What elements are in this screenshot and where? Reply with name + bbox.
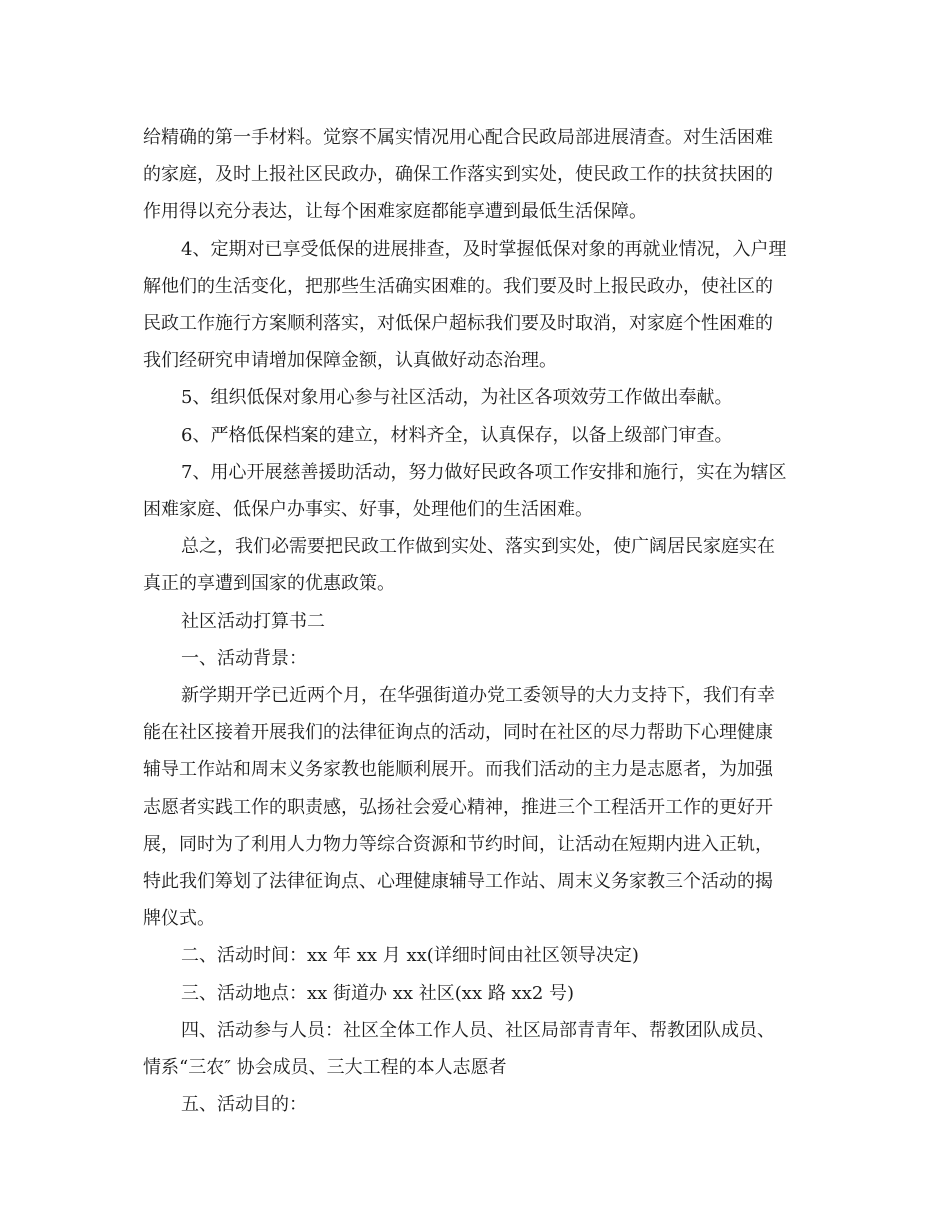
text-line: 牌仪式。: [143, 908, 215, 930]
text-line: 4、定期对已享受低保的进展排查，及时掌握低保对象的再就业情况，入户理: [181, 238, 787, 260]
text-line: 志愿者实践工作的职责感，弘扬社会爱心精神，推进三个工程活开工作的更好开: [143, 796, 773, 818]
section-title: 社区活动打算书二: [181, 610, 325, 632]
text-line: 展，同时为了利用人力物力等综合资源和节约时间，让活动在短期内进入正轨，: [143, 833, 773, 855]
text-line: 真正的享遭到国家的优惠政策。: [143, 573, 395, 595]
section-heading: 三、活动地点：xx 街道办 xx 社区(xx 路 xx2 号): [181, 982, 575, 1004]
text-line: 作用得以充分表达，让每个困难家庭都能享遭到最低生活保障。: [143, 201, 647, 223]
text-line: 7、用心开展慈善援助活动，努力做好民政各项工作安排和施行，实在为辖区: [181, 461, 787, 483]
text-line: 我们经研究申请增加保障金额，认真做好动态治理。: [143, 350, 557, 372]
text-line: 新学期开学已近两个月，在华强街道办党工委领导的大力支持下，我们有幸: [181, 685, 775, 707]
text-line: 辅导工作站和周末义务家教也能顺利展开。而我们活动的主力是志愿者，为加强: [143, 759, 773, 781]
section-heading: 四、活动参与人员：社区全体工作人员、社区局部青青年、帮教团队成员、: [181, 1019, 775, 1041]
text-line: 情系“三农″ 协会成员、三大工程的本人志愿者: [143, 1057, 507, 1079]
text-line: 民政工作施行方案顺利落实，对低保户超标我们要及时取消，对家庭个性困难的: [143, 313, 773, 335]
text-line: 解他们的生活变化，把那些生活确实困难的。我们要及时上报民政办，使社区的: [143, 275, 773, 297]
section-heading: 一、活动背景：: [181, 647, 307, 669]
text-line: 总之，我们必需要把民政工作做到实处、落实到实处，使广阔居民家庭实在: [181, 536, 775, 558]
text-line: 5、组织低保对象用心参与社区活动，为社区各项效劳工作做出奉献。: [181, 387, 733, 409]
section-heading: 五、活动目的：: [181, 1094, 307, 1116]
section-heading: 二、活动时间：xx 年 xx 月 xx(详细时间由社区领导决定): [181, 945, 639, 967]
text-line: 6、严格低保档案的建立，材料齐全，认真保存，以备上级部门审查。: [181, 424, 733, 446]
text-line: 能在社区接着开展我们的法律征询点的活动，同时在社区的尽力帮助下心理健康: [143, 722, 773, 744]
text-line: 的家庭，及时上报社区民政办，确保工作落实到实处，使民政工作的扶贫扶困的: [143, 164, 773, 186]
text-line: 给精确的第一手材料。觉察不属实情况用心配合民政局部进展清查。对生活困难: [143, 127, 773, 148]
document-body: [143, 119, 809, 1123]
text-line: 困难家庭、低保户办事实、好事，处理他们的生活困难。: [143, 499, 593, 521]
text-line: 特此我们筹划了法律征询点、心理健康辅导工作站、周末义务家教三个活动的揭: [143, 871, 773, 893]
